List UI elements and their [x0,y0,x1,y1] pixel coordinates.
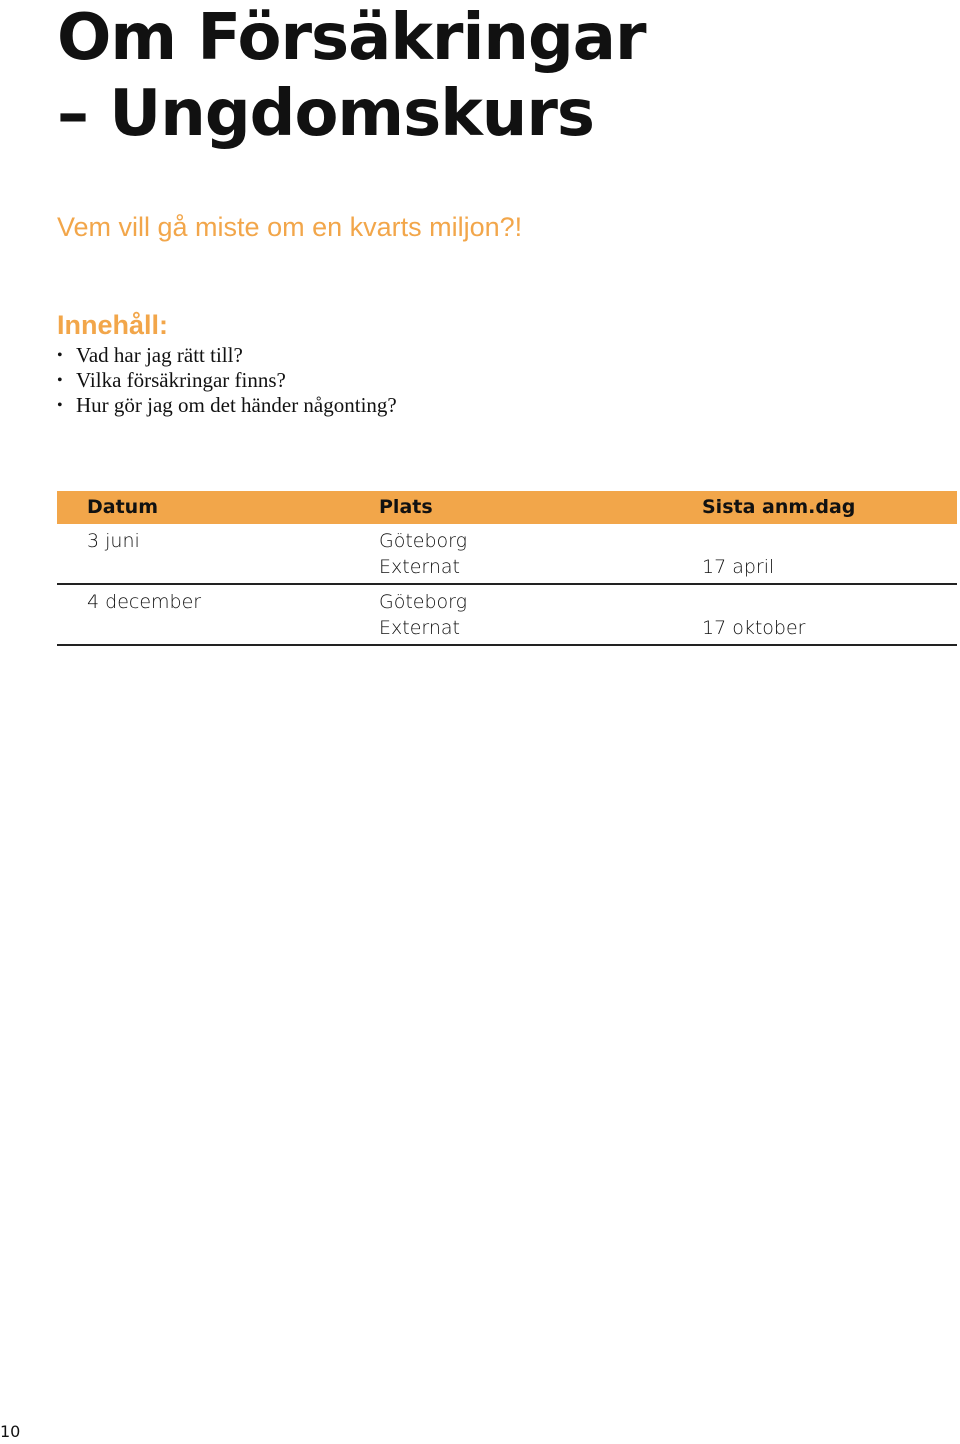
row-place: Göteborg [379,591,468,613]
list-item [57,368,397,393]
row-course-type: Externat [379,556,461,578]
row-deadline: 17 april [702,556,775,578]
column-header-place: Plats [379,496,433,518]
contents-heading: Innehåll: [57,310,169,340]
bullet-icon: • [57,372,63,389]
page-title-line-1: Om Försäkringar [57,1,646,75]
page-title [57,0,646,152]
contents-list [57,343,397,418]
row-date: 4 december [87,591,202,613]
list-item-text: Vilka försäkringar finns? [76,368,286,392]
table-row [57,524,957,585]
column-header-deadline: Sista anm.dag [702,496,856,518]
list-item-text: Hur gör jag om det händer någonting? [76,393,397,417]
subtitle: Vem vill gå miste om en kvarts miljon?! [57,212,523,242]
row-date: 3 juni [87,530,140,552]
list-item [57,343,397,368]
table-row [57,585,957,646]
bullet-icon: • [57,347,63,364]
row-course-type: Externat [379,617,461,639]
table-header [57,491,957,524]
list-item [57,393,397,418]
column-header-date: Datum [87,496,158,518]
page-number: 10 [0,1422,21,1441]
course-table [57,491,957,646]
row-place: Göteborg [379,530,468,552]
row-deadline: 17 oktober [702,617,806,639]
page-title-line-2: – Ungdomskurs [57,77,594,151]
list-item-text: Vad har jag rätt till? [76,343,243,367]
bullet-icon: • [57,397,63,414]
